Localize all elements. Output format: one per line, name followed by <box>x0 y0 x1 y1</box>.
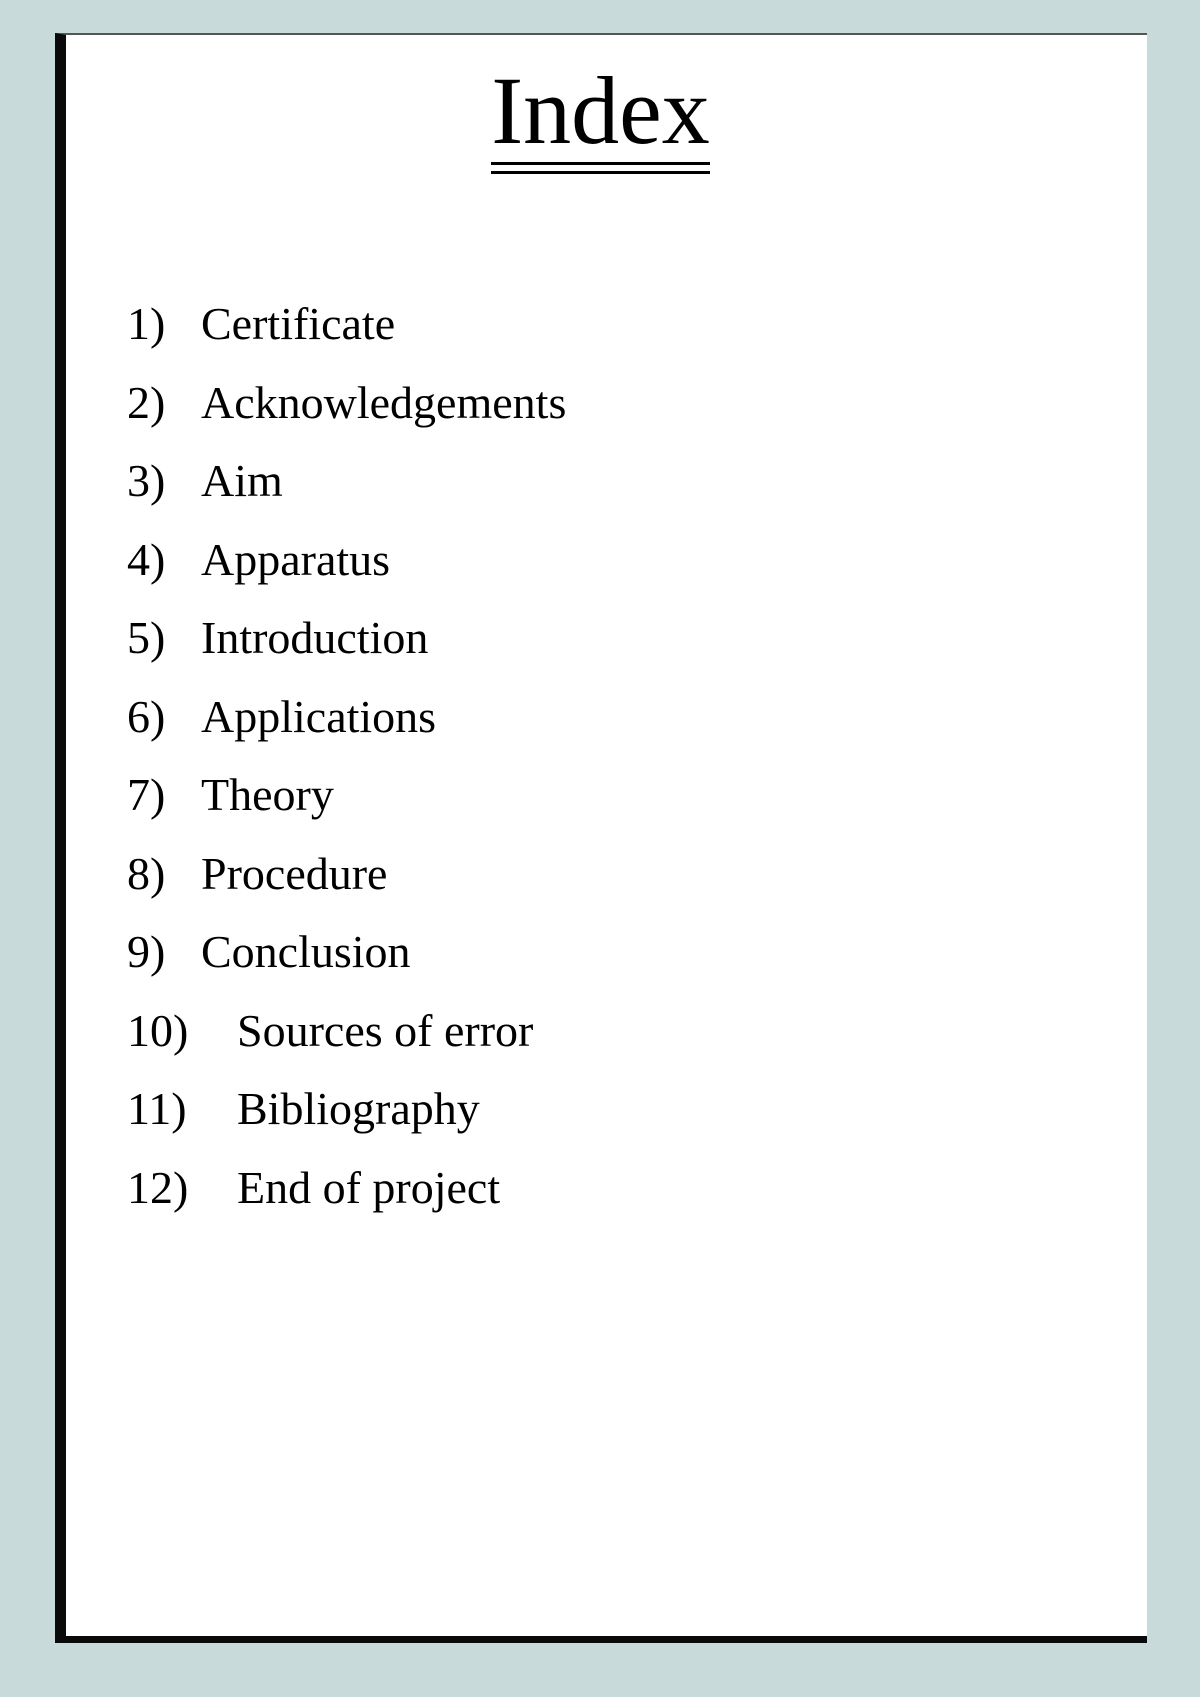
toc-item-number: 1) <box>127 298 166 349</box>
toc-item <box>127 847 566 926</box>
toc-item-label: End of project <box>237 1161 501 1213</box>
toc-item-label: Introduction <box>201 612 429 663</box>
toc-item-label: Apparatus <box>201 533 391 585</box>
page-title <box>491 57 710 174</box>
document-page <box>55 33 1147 1643</box>
toc-item <box>127 925 566 1004</box>
toc-item-label: Conclusion <box>201 926 411 977</box>
toc-item-label: Aim <box>201 455 283 506</box>
toc-item <box>127 1082 566 1161</box>
toc-item <box>127 297 566 376</box>
toc-item <box>127 768 566 847</box>
toc-item-number: 11) <box>127 1083 187 1134</box>
page-title-text: Index <box>491 57 710 164</box>
toc-item-number: 10) <box>127 1004 189 1056</box>
title-container <box>66 57 1147 174</box>
toc-item <box>127 1004 566 1083</box>
toc-item-number: 3) <box>127 455 166 506</box>
toc-item-number: 7) <box>127 769 166 820</box>
toc-item <box>127 1161 566 1240</box>
toc-item-number: 12) <box>127 1161 189 1213</box>
toc-item <box>127 533 566 612</box>
toc-item-number: 6) <box>127 690 166 742</box>
toc-item-label: Certificate <box>201 298 396 349</box>
toc-item <box>127 454 566 533</box>
toc-item-number: 8) <box>127 847 166 899</box>
table-of-contents <box>127 297 566 1239</box>
toc-item-number: 2) <box>127 376 166 428</box>
toc-item-label: Sources of error <box>237 1004 534 1056</box>
toc-item-label: Acknowledgements <box>201 376 567 428</box>
toc-item-number: 9) <box>127 926 166 977</box>
toc-item-label: Applications <box>201 690 437 742</box>
toc-item-number: 4) <box>127 533 166 585</box>
toc-item <box>127 690 566 769</box>
toc-item <box>127 376 566 455</box>
toc-item-number: 5) <box>127 612 166 663</box>
toc-item <box>127 611 566 690</box>
toc-item-label: Procedure <box>201 847 388 899</box>
toc-item-label: Theory <box>201 769 334 820</box>
toc-item-label: Bibliography <box>237 1083 480 1134</box>
